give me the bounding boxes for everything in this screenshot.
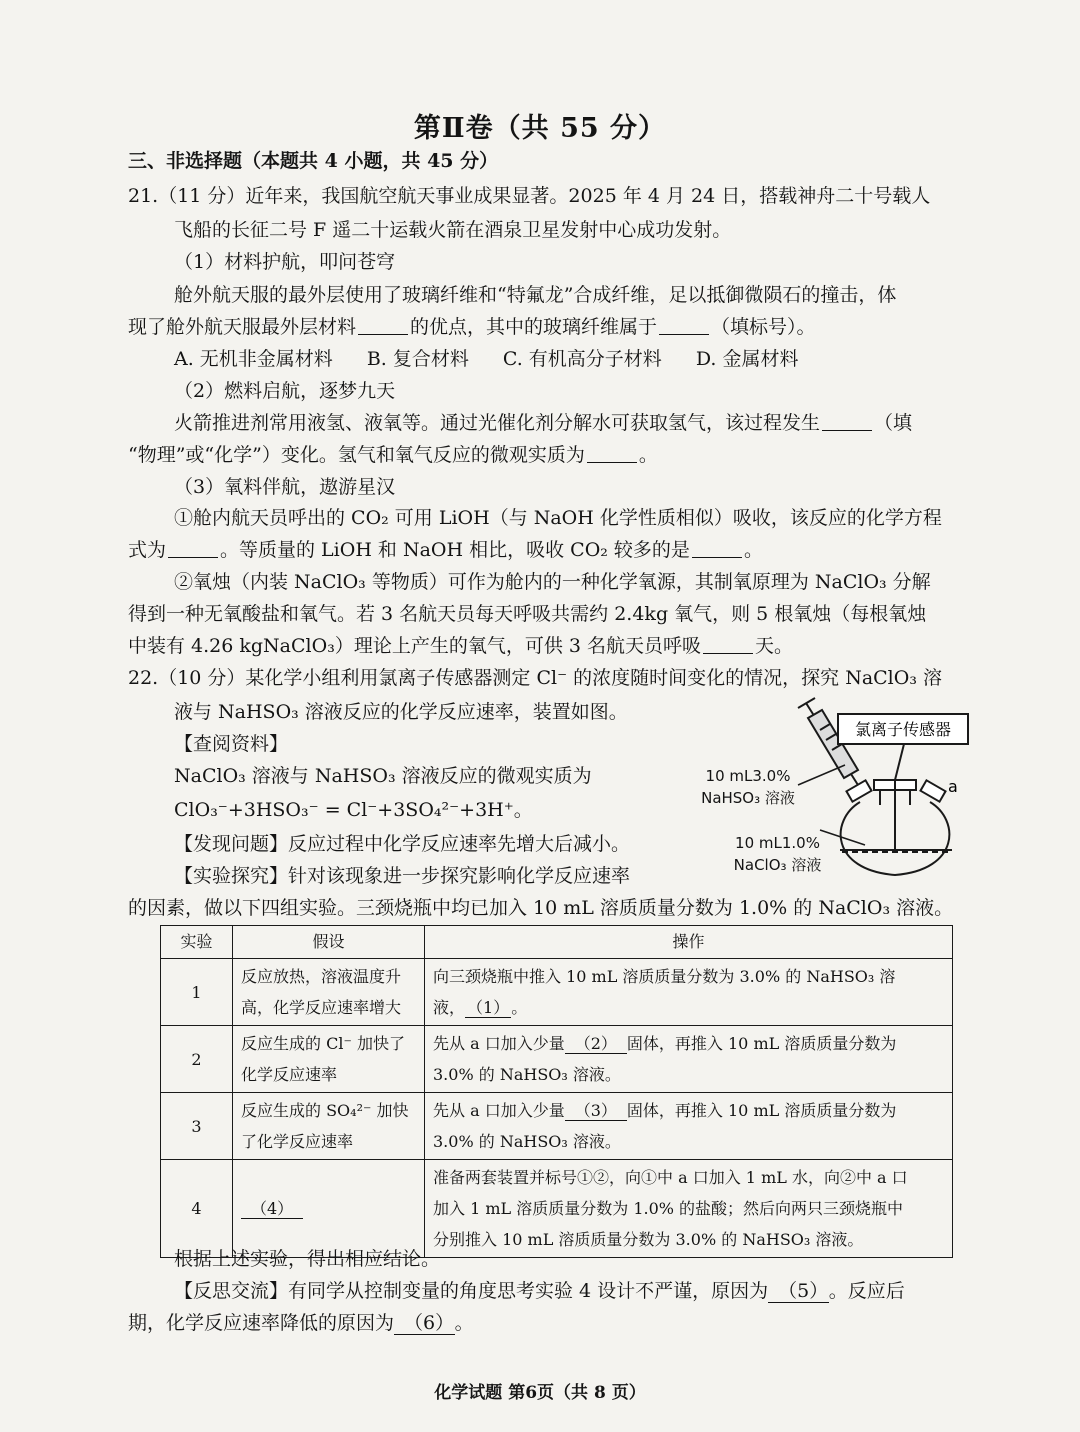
hypothesis-cell: 反应生成的 SO₄²⁻ 加快 了化学反应速率 (233, 1093, 425, 1160)
q21-p3e: 中装有 4.26 kgNaClO₃）理论上产生的氧气，可供 3 名航天员呼吸 天。 (128, 635, 794, 657)
answer-blank[interactable] (358, 316, 408, 335)
row-number: 1 (161, 959, 233, 1026)
operation-cell: 向三颈烧瓶中推入 10 mL 溶质质量分数为 3.0% 的 NaHSO₃ 溶 液， （1） 。 (425, 959, 953, 1026)
table-row (161, 1026, 953, 1093)
answer-blank[interactable] (587, 444, 637, 463)
q21-sub1: （1）材料护航，叩问苍穹 (174, 251, 396, 273)
q21-p3b: 式为 。等质量的 LiOH 和 NaOH 相比，吸收 CO₂ 较多的是 。 (128, 539, 763, 561)
q22-line1: 22.（10 分）某化学小组利用氯离子传感器测定 Cl⁻ 的浓度随时间变化的情况，探究 NaClO₃ 溶 (128, 667, 942, 689)
three-neck-flask (840, 740, 952, 875)
row-number: 3 (161, 1093, 233, 1160)
operation-cell: 准备两套装置并标号①②，向①中 a 口加入 1 mL 水，向②中 a 口 加入 1 mL 溶质质量分数为 1.0% 的盐酸；然后向两只三颈烧瓶中 分别推入 10 mL 溶质质量分数为 3.0% 的 NaHSO₃ 溶液。 (425, 1160, 953, 1258)
answer-blank-6[interactable]: （6） (394, 1312, 455, 1335)
q21-p3a: ①舱内航天员呼出的 CO₂ 可用 LiOH（与 NaOH 化学性质相似）吸收，该反应的化学方程 (174, 507, 942, 529)
q22-reflection: 【反思交流】有同学从控制变量的角度思考实验 4 设计不严谨，原因为 （5） 。反应后 (174, 1280, 905, 1302)
header-hypothesis: 假设 (233, 926, 425, 959)
option-c: C. 有机高分子材料 (502, 348, 662, 370)
q22-explore: 【实验探究】针对该现象进一步探究影响化学反应速率 (174, 865, 631, 887)
q22-line2: 液与 NaHSO₃ 溶液反应的化学反应速率，装置如图。 (174, 701, 628, 723)
hypothesis-cell (233, 1160, 425, 1258)
q21-sub2: （2）燃料启航，逐梦九天 (174, 380, 396, 402)
q21-p1a: 舱外航天服的最外层使用了玻璃纤维和“特氟龙”合成纤维，足以抵御微陨石的撞击，体 (174, 284, 897, 306)
answer-blank[interactable] (703, 635, 753, 654)
q22-conclusion: 根据上述实验，得出相应结论。 (174, 1248, 441, 1270)
syringe-label (693, 765, 803, 809)
q21-p1b: 现了舱外航天服最外层材料 的优点，其中的玻璃纤维属于 （填标号）。 (128, 316, 816, 338)
answer-blank-1[interactable]: （1） (465, 998, 511, 1018)
syringe-label-line1: 10 mL3.0% (705, 767, 791, 785)
flask-label-line2: NaClO₃ 溶液 (733, 856, 822, 874)
hypothesis-cell: 反应生成的 Cl⁻ 加快了 化学反应速率 (233, 1026, 425, 1093)
answer-blank[interactable] (822, 412, 872, 431)
option-d: D. 金属材料 (695, 348, 799, 370)
q21-p2a: 火箭推进剂常用液氢、液氧等。通过光催化剂分解水可获取氢气，该过程发生 （填 (174, 412, 913, 434)
table-header-row (161, 926, 953, 959)
q21-line2: 飞船的长征二号 F 遥二十运载火箭在酒泉卫星发射中心成功发射。 (174, 219, 732, 241)
q21-options (174, 344, 832, 374)
table-row (161, 1160, 953, 1258)
q21-line1: 21.（11 分）近年来，我国航空航天事业成果显著。2025 年 4 月 24 日，搭载神舟二十号载人 (128, 185, 931, 207)
operation-cell: 先从 a 口加入少量 （2） 固体，再推入 10 mL 溶质质量分数为 3.0% 的 NaHSO₃ 溶液。 (425, 1026, 953, 1093)
q22-explore-cont: 的因素，做以下四组实验。三颈烧瓶中均已加入 10 mL 溶质质量分数为 1.0% 的 NaClO₃ 溶液。 (128, 897, 954, 919)
q22-reflection-cont: 期，化学反应速率降低的原因为 （6） 。 (128, 1312, 474, 1334)
port-label: a (948, 777, 958, 796)
q22-equation: ClO₃⁻+3HSO₃⁻ = Cl⁻+3SO₄²⁻+3H⁺。 (174, 799, 533, 821)
page-footer: 化学试题 第6页（共 8 页） (434, 1383, 646, 1403)
page-title: 第Ⅱ卷（共 55 分） (413, 113, 667, 144)
flask-label (725, 832, 830, 876)
table-row (161, 1093, 953, 1160)
q22-problem: 【发现问题】反应过程中化学反应速率先增大后减小。 (174, 833, 631, 855)
table-row (161, 959, 953, 1026)
row-number: 2 (161, 1026, 233, 1093)
q22-research: 【查阅资料】 (174, 733, 289, 755)
row-number: 4 (161, 1160, 233, 1258)
q22-research-text: NaClO₃ 溶液与 NaHSO₃ 溶液反应的微观实质为 (174, 765, 592, 787)
header-experiment: 实验 (161, 926, 233, 959)
answer-blank-2[interactable]: （2） (565, 1034, 627, 1054)
answer-blank[interactable] (168, 539, 218, 558)
header-operation: 操作 (425, 926, 953, 959)
sensor-label: 氯离子传感器 (854, 720, 952, 739)
q21-p3d: 得到一种无氧酸盐和氧气。若 3 名航天员每天呼吸共需约 2.4kg 氧气，则 5 根氧烛（每根氧烛 (128, 603, 927, 625)
syringe-label-line2: NaHSO₃ 溶液 (701, 789, 795, 807)
section-heading: 三、非选择题（本题共 4 小题，共 45 分） (128, 150, 499, 172)
answer-blank-4[interactable]: （4） (241, 1199, 303, 1219)
answer-blank[interactable] (692, 539, 742, 558)
hypothesis-cell: 反应放热，溶液温度升 高，化学反应速率增大 (233, 959, 425, 1026)
answer-blank[interactable] (659, 316, 709, 335)
answer-blank-5[interactable]: （5） (768, 1280, 829, 1303)
experiment-table (160, 925, 953, 1258)
option-a: A. 无机非金属材料 (174, 348, 333, 370)
option-b: B. 复合材料 (366, 348, 469, 370)
q21-p3c: ②氧烛（内装 NaClO₃ 等物质）可作为舱内的一种化学氧源，其制氧原理为 NaClO₃ 分解 (174, 571, 931, 593)
operation-cell: 先从 a 口加入少量 （3） 固体，再推入 10 mL 溶质质量分数为 3.0% 的 NaHSO₃ 溶液。 (425, 1093, 953, 1160)
flask-label-line1: 10 mL1.0% (735, 834, 820, 852)
answer-blank-3[interactable]: （3） (565, 1101, 627, 1121)
q21-p2b: “物理”或“化学”）变化。氢气和氧气反应的微观实质为 。 (128, 444, 658, 466)
q21-sub3: （3）氧料伴航，遨游星汉 (174, 476, 396, 498)
